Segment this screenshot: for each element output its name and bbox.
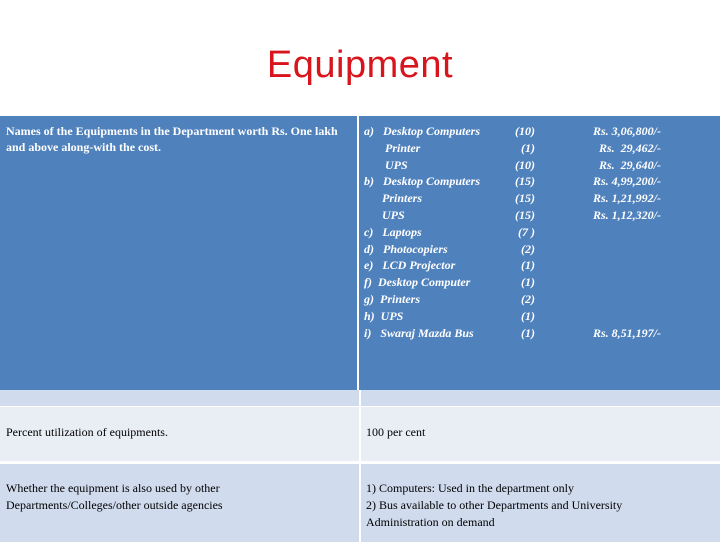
table-cell-equipment-items	[361, 116, 720, 390]
equipment-cost-column	[561, 123, 661, 341]
equipment-item-name: d) Photocopiers	[364, 241, 448, 256]
slide-title: Equipment	[266, 44, 454, 86]
equipment-item-qty: (10)	[515, 124, 535, 138]
equipment-qty-column	[509, 123, 535, 341]
equipment-item-qty: (2)	[521, 241, 535, 256]
equipment-names-column	[364, 123, 480, 341]
equipment-item-qty: (1)	[521, 140, 535, 155]
equipment-item-cost	[561, 241, 661, 258]
equipment-item-cost: Rs. 29,640/-	[598, 157, 661, 172]
equipment-item-name: f) Desktop Computer	[364, 275, 471, 290]
shared-usage-line: Administration on demand	[366, 515, 495, 529]
shared-usage-label: Whether the equipment is also used by other Departments/Colleges/other outside agencies	[6, 481, 223, 512]
equipment-item-name: b) Desktop Computers	[364, 174, 481, 189]
equipment-item-qty: (10)	[515, 157, 535, 172]
equipment-item-qty: (2)	[521, 291, 535, 306]
equipment-item-name: c) Laptops	[364, 224, 422, 239]
equipment-item-qty: (1)	[521, 275, 535, 290]
equipment-item-name: h) UPS	[364, 308, 404, 323]
equipment-item-cost: Rs. 1,21,992/-	[592, 191, 661, 206]
equipment-item-cost	[561, 224, 661, 241]
equipment-item-cost: Rs. 8,51,197/-	[592, 325, 661, 340]
shared-usage-value	[366, 480, 716, 531]
equipment-item-cost: Rs. 1,12,320/-	[592, 207, 661, 222]
equipment-item-qty: (1)	[521, 325, 535, 340]
table-row-equipment-list	[0, 116, 720, 390]
utilization-label: Percent utilization of equipments.	[6, 425, 168, 439]
equipment-item-cost	[561, 291, 661, 308]
equipment-item-qty: (1)	[521, 308, 535, 323]
column-divider	[359, 390, 361, 406]
equipment-item-qty: (15)	[515, 207, 535, 222]
column-divider	[359, 464, 361, 542]
equipment-item-name: Printers	[364, 191, 423, 206]
equipment-item-qty: (15)	[515, 174, 535, 189]
equipment-item-name: a) Desktop Computers	[364, 124, 481, 138]
table-row-utilization	[0, 406, 720, 461]
table-row-shared-usage	[0, 462, 720, 542]
utilization-value: 100 per cent	[366, 425, 426, 439]
equipment-item-cost	[561, 308, 661, 325]
equipment-item-name: e) LCD Projector	[364, 258, 456, 273]
shared-usage-line: 1) Computers: Used in the department only	[366, 481, 574, 495]
equipment-item-name: UPS	[364, 207, 405, 222]
table-cell-label	[0, 116, 359, 390]
equipment-item-cost: Rs. 29,462/-	[598, 140, 661, 155]
equipment-item-name: Printer	[364, 140, 421, 155]
table-spacer-row	[0, 390, 720, 406]
equipment-list-label: Names of the Equipments in the Department worth Rs. One lakh and above along-with the cost.	[6, 124, 338, 154]
equipment-item-qty: (1)	[521, 258, 535, 273]
equipment-item-qty: (15)	[515, 191, 535, 206]
equipment-item-name: i) Swaraj Mazda Bus	[364, 325, 474, 340]
shared-usage-line: 2) Bus available to other Departments and University	[366, 498, 623, 512]
equipment-item-cost	[561, 274, 661, 291]
equipment-item-cost: Rs. 4,99,200/-	[592, 174, 661, 189]
equipment-item-cost	[561, 257, 661, 274]
equipment-item-qty: (7 )	[518, 224, 535, 239]
equipment-item-name: g) Printers	[364, 291, 421, 306]
column-divider	[359, 407, 361, 461]
equipment-item-name: UPS	[364, 157, 408, 172]
equipment-item-cost: Rs. 3,06,800/-	[592, 124, 661, 138]
